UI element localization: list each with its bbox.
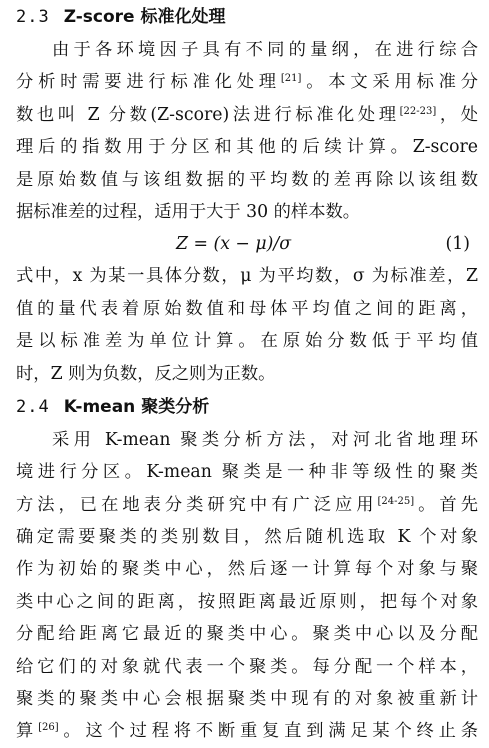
citation: [26] <box>38 722 59 734</box>
paragraph-line: 给它们的对象就代表一个聚类。每分配一个样本， <box>16 656 478 677</box>
paragraph-line: 采用 K-mean 聚类分析方法，对河北省地理环 <box>52 429 478 450</box>
section-number: 2.4 <box>16 396 50 417</box>
paragraph-line: 是原始数值与该组数据的平均数的差再除以该组数 <box>16 169 478 190</box>
section-title: K-mean 聚类分析 <box>63 396 210 417</box>
section-heading-2-4 <box>16 390 478 424</box>
citation: [24-25] <box>377 495 415 507</box>
paragraph-line: 值的量代表着原始数值和母体平均值之间的距离， <box>16 298 478 319</box>
equation-number: (1) <box>445 234 470 255</box>
paragraph-line: 由于各环境因子具有不同的量纲，在进行综合 <box>52 40 478 60</box>
citation: [22-23] <box>399 105 437 117</box>
section-number: 2.3 <box>16 7 50 27</box>
paragraph-line: 分配给距离它最近的聚类中心。聚类中心以及分配 <box>16 624 478 645</box>
section-title: Z-score 标准化处理 <box>63 7 226 27</box>
paragraph-line: 式中，x 为某一具体分数，μ 为平均数，σ 为标准差，Z <box>16 266 478 287</box>
equation-expression: Z = (x − μ)/σ <box>176 234 292 255</box>
paragraph-line: 时，Z 则为负数，反之则为正数。 <box>16 363 276 384</box>
paragraph-line: 据标准差的过程，适用于大于 30 的样本数。 <box>16 201 361 222</box>
paragraph-line: 算[26]。这个过程将不断重复直到满足某个终止条 <box>16 721 478 742</box>
paragraph-line: 确定需要聚类的类别数目，然后随机选取 K 个对象 <box>16 527 478 548</box>
paragraph-line: 方法，已在地表分类研究中有广泛应用[24-25]。首先 <box>16 494 478 515</box>
citation: [21] <box>280 73 302 85</box>
paragraph-line: 境进行分区。K-mean 聚类是一种非等级性的聚类 <box>16 462 478 483</box>
paragraph-line: 是以标准差为单位计算。在原始分数低于平均值 <box>16 331 478 352</box>
paragraph-line: 数也叫 Z 分数(Z-score)法进行标准化处理[22-23]，处 <box>16 104 478 125</box>
equation <box>16 228 478 260</box>
paragraph-line: 分析时需要进行标准化处理[21]。本文采用标准分 <box>16 72 478 93</box>
paragraph-line: 类中心之间的距离，按照距离最近原则，把每个对象 <box>16 591 478 612</box>
paper-page <box>16 0 478 748</box>
section-heading-2-3 <box>16 0 478 34</box>
paragraph-line: 聚类的聚类中心会根据聚类中现有的对象被重新计 <box>16 689 478 710</box>
paragraph-line: 作为初始的聚类中心，然后逐一计算每个对象与聚 <box>16 559 478 580</box>
paragraph-line: 理后的指数用于分区和其他的后续计算。Z-score <box>16 137 478 158</box>
